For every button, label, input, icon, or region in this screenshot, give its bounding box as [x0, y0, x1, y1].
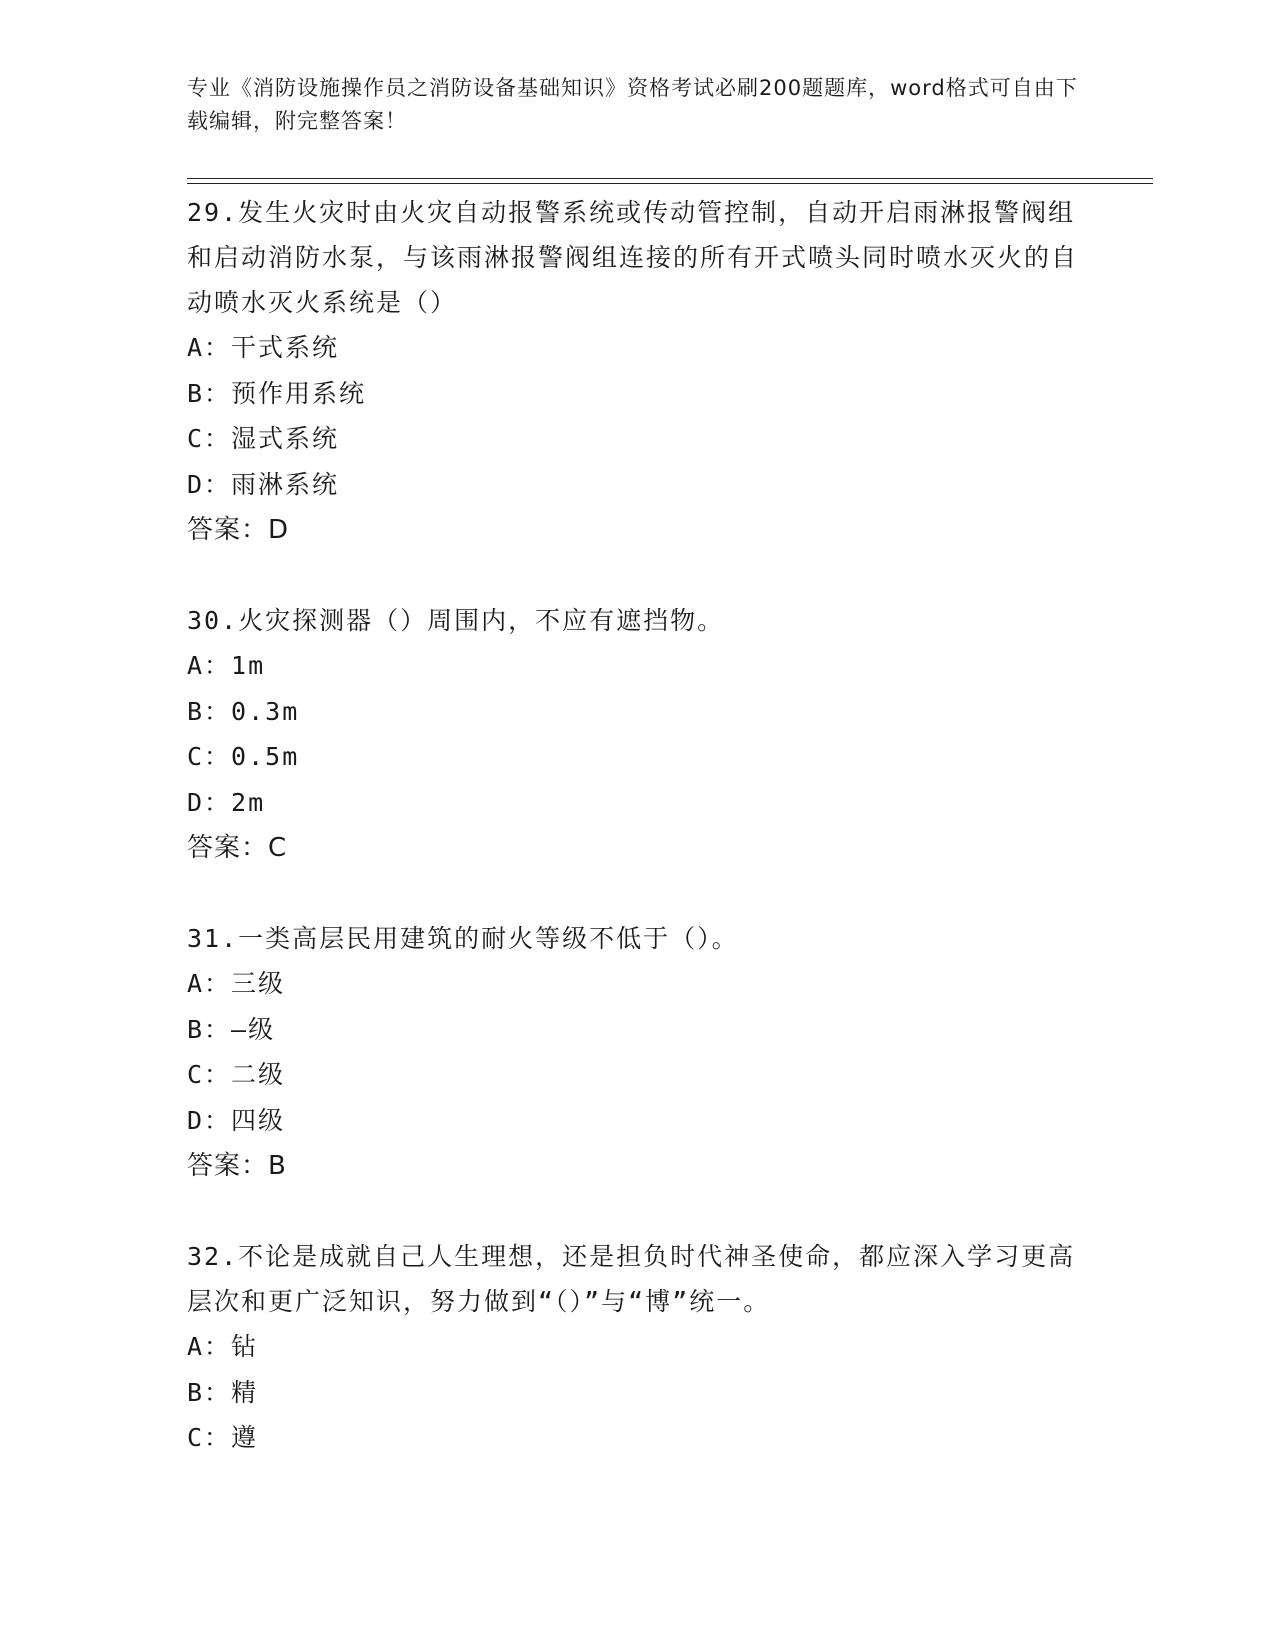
question-29: [187, 190, 1087, 553]
option-a: A：三级: [187, 969, 286, 998]
option-b: B：预作用系统: [187, 378, 367, 408]
option-d: D：2m: [187, 787, 266, 817]
option-c: C：二级: [187, 1060, 286, 1089]
question-32: [187, 1234, 1087, 1461]
answer: 答案：D: [187, 515, 290, 545]
option-b: B：精: [187, 1377, 259, 1407]
question-30: [187, 598, 1087, 871]
question-stem: 29.发生火灾时由火灾自动报警系统或传动管控制，自动开启雨淋报警阀组和启动消防水泵，与该雨淋报警阀组连接的所有开式喷头同时喷水灭火的自动喷水灭火系统是（）: [187, 198, 1079, 317]
question-stem: 30.火灾探测器（）周围内，不应有遮挡物。: [187, 606, 725, 635]
option-a: A：钻: [187, 1332, 259, 1361]
header-divider-bottom: [187, 183, 1153, 184]
answer: 答案：C: [187, 833, 288, 863]
option-b: B：0.3m: [187, 696, 300, 726]
question-stem: 31.一类高层民用建筑的耐火等级不低于（）。: [187, 924, 739, 953]
option-c: C：湿式系统: [187, 424, 340, 453]
document-header: 专业《消防设施操作员之消防设备基础知识》资格考试必刷200题题库，word格式可自由下载编辑，附完整答案！: [187, 76, 1078, 133]
option-d: D：四级: [187, 1105, 286, 1135]
question-31: [187, 916, 1087, 1189]
option-a: A：1m: [187, 651, 266, 680]
option-d: D：雨淋系统: [187, 469, 340, 499]
question-stem: 32.不论是成就自己人生理想，还是担负时代神圣使命，都应深入学习更高层次和更广泛知识，努力做到“（）”与“博”统一。: [187, 1242, 1076, 1316]
answer: 答案：B: [187, 1151, 287, 1181]
option-c: C：0.5m: [187, 742, 300, 771]
header-divider-top: [187, 178, 1153, 179]
option-c: C：遵: [187, 1423, 259, 1452]
question-list: [187, 190, 1087, 1506]
option-a: A：干式系统: [187, 333, 340, 362]
option-b: B：—级: [187, 1014, 276, 1044]
